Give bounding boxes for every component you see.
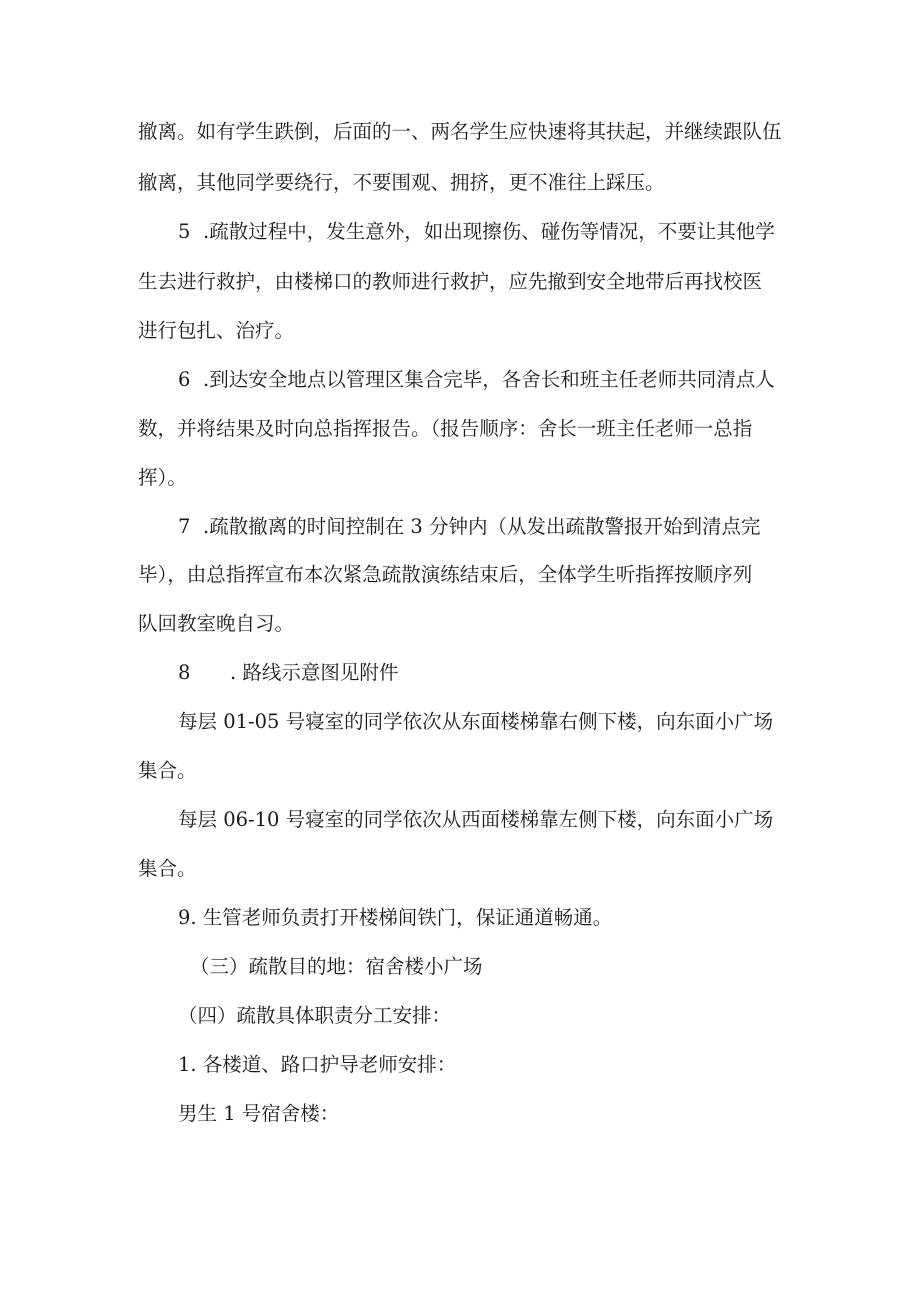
item-number: 8 — [178, 661, 191, 684]
paragraph-line: 队回教室晚自习。 — [138, 612, 295, 635]
list-item-7 — [178, 514, 828, 540]
paragraph-line: 挥）。 — [138, 466, 187, 489]
building-label: 男生 1 号宿舍楼： — [178, 1102, 340, 1125]
paragraph-line: 毕），由总指挥宣布本次紧急疏散演练结束后，全体学生听指挥按顺序列 — [138, 563, 753, 586]
section-heading-3: （三）疏散目的地：宿舍楼小广场 — [190, 955, 483, 978]
paragraph-line: 撤离。如有学生跌倒，后面的一、两名学生应快速将其扶起，并继续跟队伍 — [138, 120, 782, 143]
item-text: .疏散过程中，发生意外，如出现擦伤、碰伤等情况，不要让其他学 — [203, 220, 775, 243]
paragraph-line: 每层 01-05 号寝室的同学依次从东面楼梯靠右侧下楼，向东面小广场 — [178, 710, 774, 733]
item-number: 6 — [178, 368, 191, 391]
paragraph-line: 进行包扎、治疗。 — [138, 319, 295, 342]
item-number: 5 — [178, 220, 191, 243]
paragraph-line: 数，并将结果及时向总指挥报告。（报告顺序：舍长一班主任老师一总指 — [138, 417, 753, 440]
item-text: . 路线示意图见附件 — [230, 661, 399, 684]
paragraph-line: 生去进行救护，由楼梯口的教师进行救护，应先撤到安全地带后再找校医 — [138, 270, 763, 293]
item-text: .到达安全地点以管理区集合完毕，各舍长和班主任老师共同清点人 — [203, 368, 775, 391]
item-text: .疏散撤离的时间控制在 3 分钟内（从发出疏散警报开始到清点完 — [203, 515, 761, 538]
list-item-6 — [178, 367, 828, 393]
paragraph-line: 集合。 — [138, 759, 197, 782]
list-item-5 — [178, 219, 828, 245]
list-item-8 — [178, 660, 828, 686]
list-item-9: 9. 生管老师负责打开楼梯间铁门，保证通道畅通。 — [178, 906, 613, 929]
item-number: 7 — [178, 515, 191, 538]
paragraph-line: 每层 06-10 号寝室的同学依次从西面楼梯靠左侧下楼，向东面小广场 — [178, 808, 774, 831]
paragraph-line: 集合。 — [138, 857, 197, 880]
section-heading-4: （四）疏散具体职责分工安排： — [178, 1004, 452, 1027]
paragraph-line: 撤离，其他同学要绕行，不要围观、拥挤，更不准往上踩压。 — [138, 171, 665, 194]
sub-heading-1: 1. 各楼道、路口护导老师安排： — [178, 1053, 457, 1076]
